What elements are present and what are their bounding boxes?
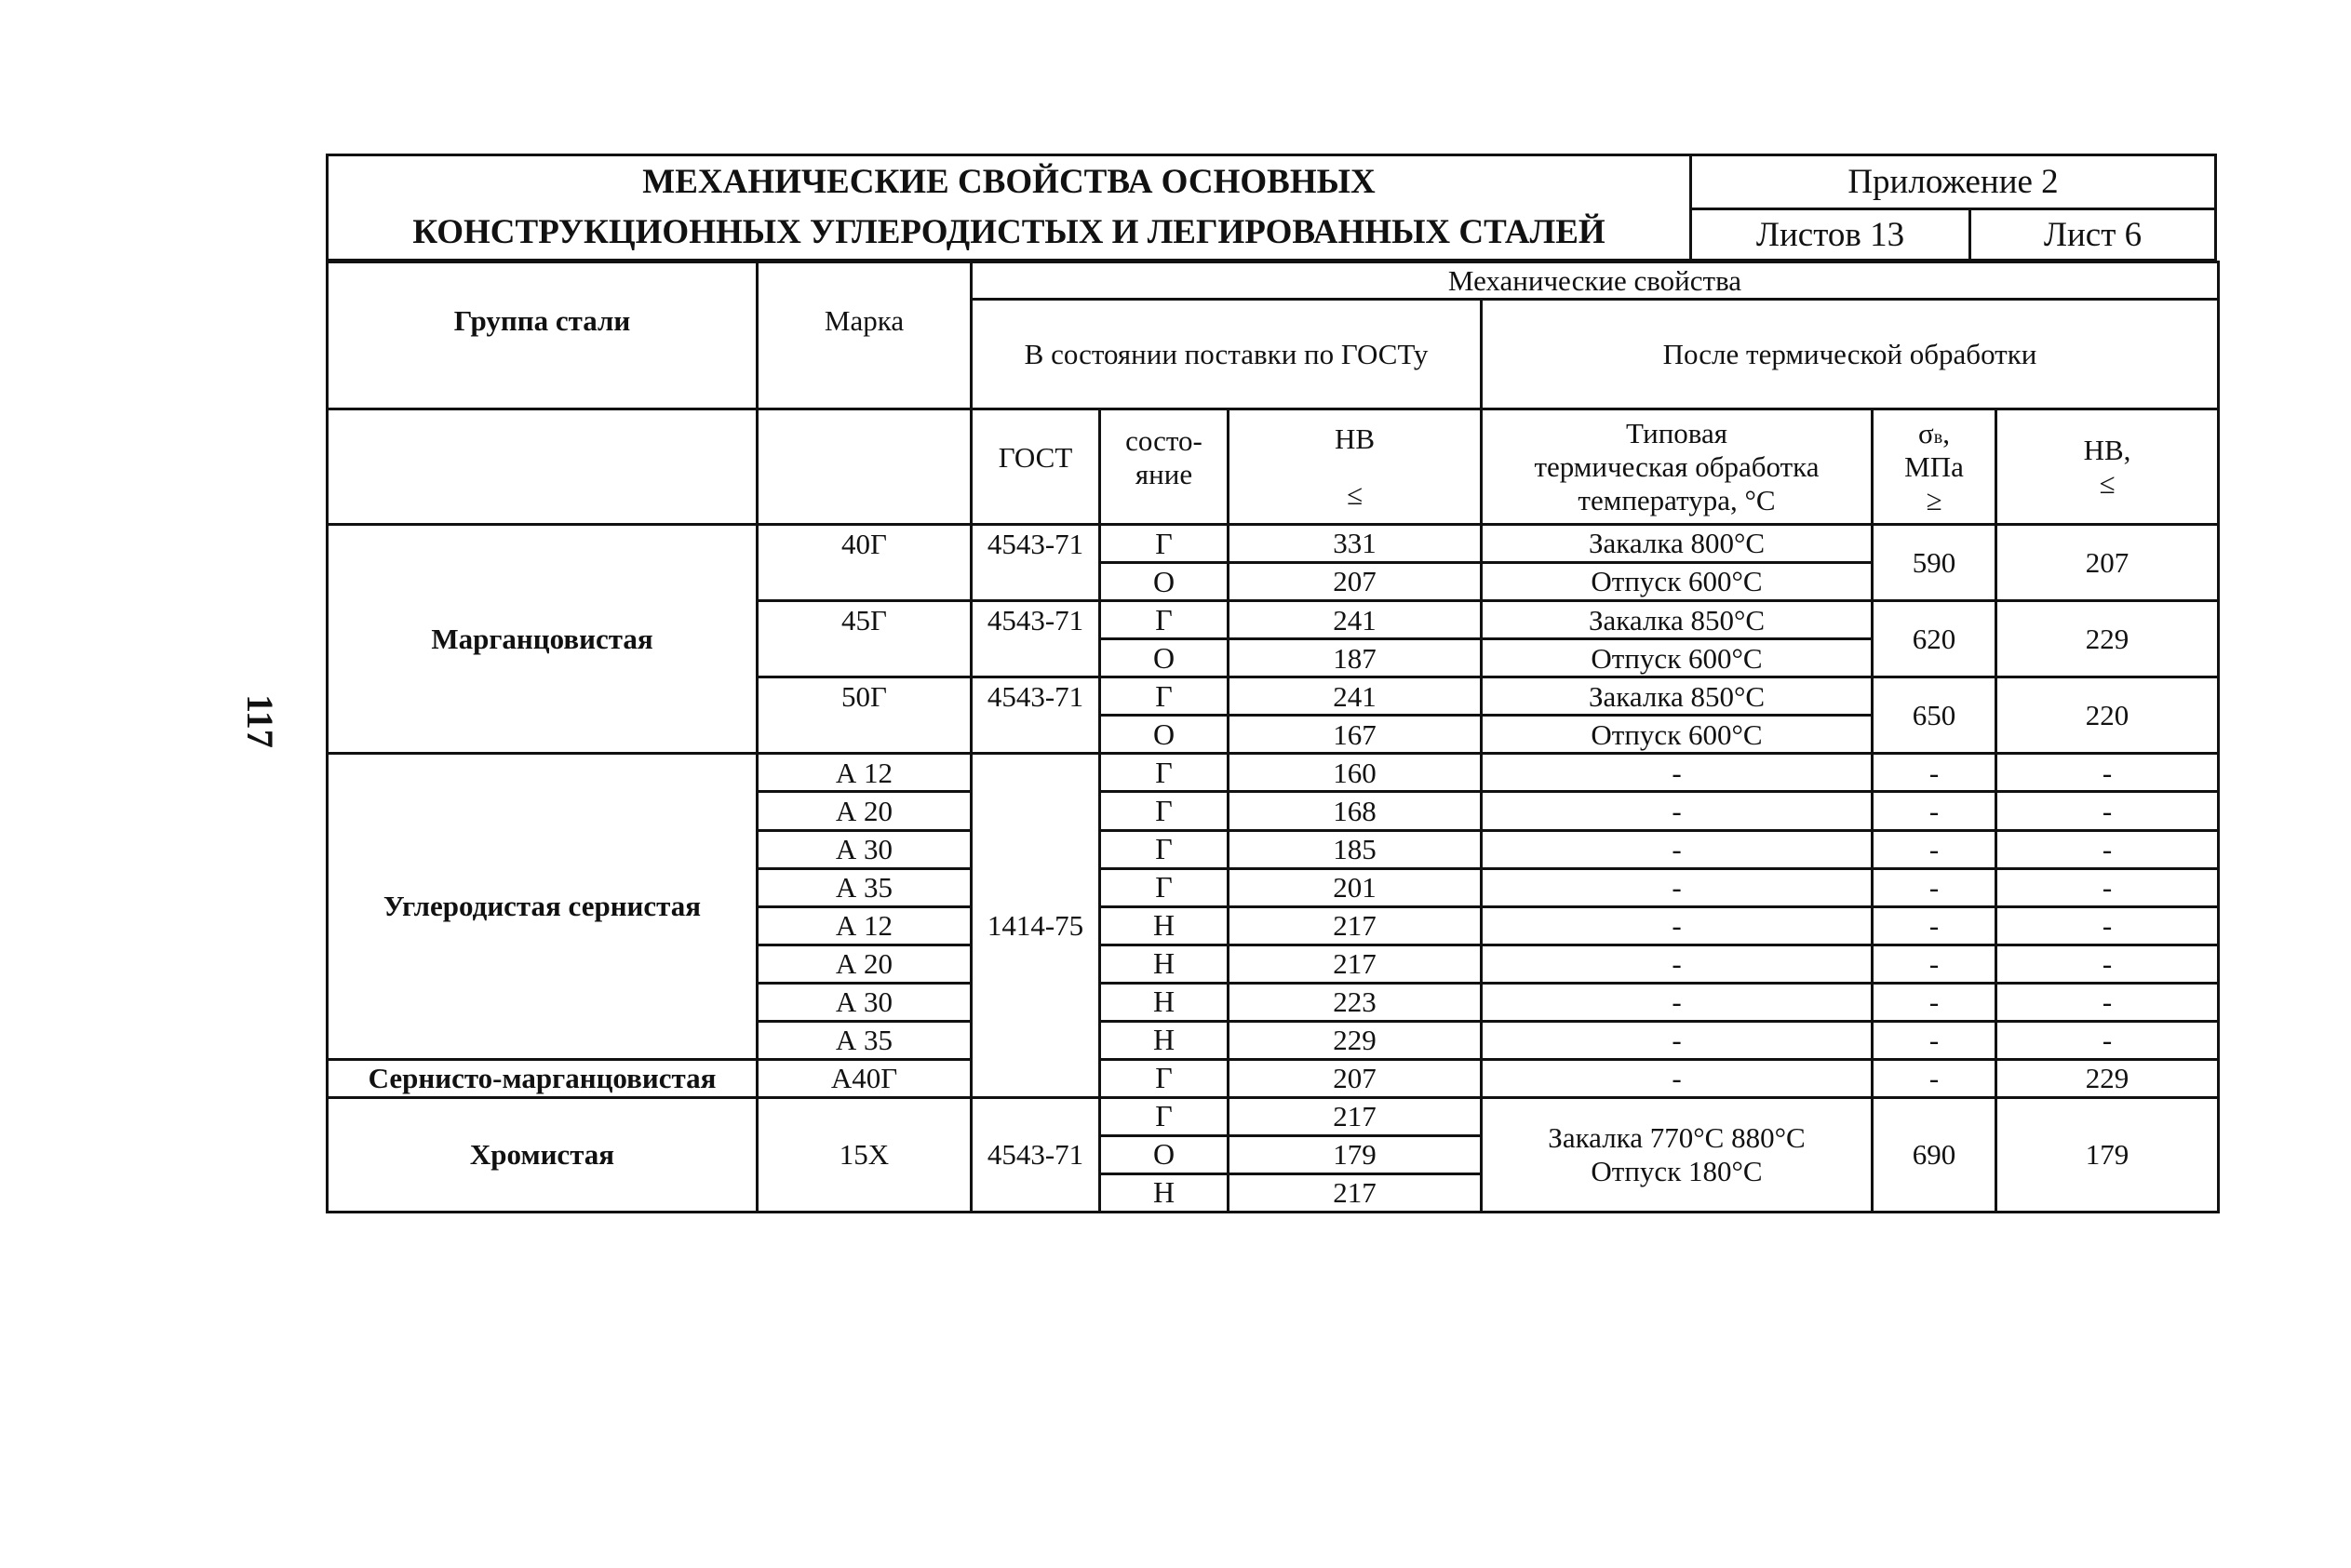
hb-cell: 187 [1229, 639, 1482, 677]
group-carbon-sulfur: Углеродистая сернистая [328, 754, 758, 1059]
sheet-number: Лист 6 [2043, 215, 2143, 254]
state-cell: Н [1100, 983, 1229, 1021]
hb-cell: 167 [1229, 716, 1482, 754]
grade-cell: 40Г [758, 525, 972, 601]
treatment-cell: - [1482, 1059, 1873, 1097]
header-state-label: состо- яние [1125, 424, 1202, 490]
hb-cell: 207 [1229, 563, 1482, 601]
hb-after-cell: - [1996, 754, 2219, 792]
hb-cell: 217 [1229, 1097, 1482, 1135]
hb-cell: 168 [1229, 792, 1482, 830]
header-group: Группа стали [328, 262, 758, 409]
treatment-cell: - [1482, 830, 1873, 868]
header-state [1100, 409, 1229, 525]
group-sulfur-manganese: Сернисто-марганцовистая [328, 1059, 758, 1097]
gost-cell: 4543-71 [972, 601, 1100, 677]
grade-cell: 50Г [758, 677, 972, 754]
grade-cell: А 20 [758, 792, 972, 830]
title-line-1: МЕХАНИЧЕСКИЕ СВОЙСТВА ОСНОВНЫХ [642, 163, 1376, 201]
hb-after-cell: 229 [1996, 601, 2219, 677]
header-mechanical-properties: Механические свойства [972, 262, 2219, 300]
hb-cell: 185 [1229, 830, 1482, 868]
page-number: 117 [239, 694, 282, 748]
hb-after-cell: 229 [1996, 1059, 2219, 1097]
header-hb [1229, 409, 1482, 525]
state-cell: Г [1100, 1097, 1229, 1135]
treatment-cell: Закалка 850°С [1482, 601, 1873, 639]
treatment-cell: - [1482, 792, 1873, 830]
grade-cell: А 35 [758, 868, 972, 906]
treatment-cell: Отпуск 600°С [1482, 716, 1873, 754]
treatment-cell: - [1482, 868, 1873, 906]
treatment-cell: Закалка 850°С [1482, 677, 1873, 716]
sigma-cell: - [1873, 945, 1996, 983]
treatment-cell: - [1482, 983, 1873, 1021]
header-after-heat-treatment: После термической обработки [1482, 300, 2219, 409]
sigma-cell: 650 [1873, 677, 1996, 754]
hb-cell: 229 [1229, 1021, 1482, 1059]
sigma-cell: - [1873, 906, 1996, 945]
sigma-cell: - [1873, 1059, 1996, 1097]
gost-cell: 4543-71 [972, 677, 1100, 754]
hb-after-cell: - [1996, 830, 2219, 868]
header-empty-grade [758, 409, 972, 525]
grade-cell: А 12 [758, 754, 972, 792]
hb-after-cell: - [1996, 868, 2219, 906]
state-cell: О [1100, 716, 1229, 754]
treatment-cell: Отпуск 600°С [1482, 563, 1873, 601]
sigma-cell: - [1873, 868, 1996, 906]
grade-cell: А 35 [758, 1021, 972, 1059]
state-cell: Н [1100, 1021, 1229, 1059]
header-grade: Марка [758, 262, 972, 409]
header-hb-after: НВ, ≤ [1996, 409, 2219, 525]
group-manganese: Марганцовистая [328, 525, 758, 754]
grade-cell: А 30 [758, 830, 972, 868]
state-cell: Н [1100, 1173, 1229, 1212]
sigma-subscript: в [1933, 427, 1943, 449]
treatment-cell: Закалка 800°С [1482, 525, 1873, 563]
header-typical-treatment: Типовая термическая обработка температура, °С [1482, 409, 1873, 525]
state-cell: Г [1100, 1059, 1229, 1097]
group-chromium: Хромистая [328, 1097, 758, 1212]
hb-cell: 160 [1229, 754, 1482, 792]
header-gost [972, 409, 1100, 525]
sigma-cell: - [1873, 792, 1996, 830]
hb-after-cell: - [1996, 945, 2219, 983]
state-cell: Г [1100, 830, 1229, 868]
treatment-cell: - [1482, 945, 1873, 983]
hb-cell: 241 [1229, 601, 1482, 639]
treatment-cell: - [1482, 754, 1873, 792]
hb-after-cell: - [1996, 792, 2219, 830]
sigma-cell: - [1873, 830, 1996, 868]
state-cell: Г [1100, 792, 1229, 830]
hb-cell: 223 [1229, 983, 1482, 1021]
state-cell: О [1100, 639, 1229, 677]
sigma-cell: 620 [1873, 601, 1996, 677]
hb-cell: 217 [1229, 945, 1482, 983]
header-hb-label: НВ [1334, 422, 1376, 456]
sigma-cell: - [1873, 1021, 1996, 1059]
mechanical-properties-table [326, 261, 2220, 1213]
hb-cell: 331 [1229, 525, 1482, 563]
state-cell: Г [1100, 525, 1229, 563]
header-hb-le: ≤ [1346, 477, 1363, 511]
title-stamp [1692, 156, 2214, 259]
hb-after-cell: 220 [1996, 677, 2219, 754]
sigma-cell: - [1873, 983, 1996, 1021]
grade-cell: 45Г [758, 601, 972, 677]
hb-cell: 217 [1229, 1173, 1482, 1212]
grade-cell: А 30 [758, 983, 972, 1021]
hb-cell: 241 [1229, 677, 1482, 716]
grade-cell: А 12 [758, 906, 972, 945]
state-cell: Г [1100, 868, 1229, 906]
header-gost-label: ГОСТ [998, 440, 1073, 474]
hb-after-cell: - [1996, 1021, 2219, 1059]
title-block [326, 154, 2217, 261]
grade-cell: А 20 [758, 945, 972, 983]
hb-after-cell: 207 [1996, 525, 2219, 601]
hb-cell: 179 [1229, 1135, 1482, 1173]
grade-cell: 15Х [758, 1097, 972, 1212]
gost-cell: 1414-75 [972, 754, 1100, 1097]
sigma-cell: - [1873, 754, 1996, 792]
state-cell: О [1100, 563, 1229, 601]
hb-cell: 217 [1229, 906, 1482, 945]
sigma-cell: 690 [1873, 1097, 1996, 1212]
sigma-cell: 590 [1873, 525, 1996, 601]
state-cell: Г [1100, 754, 1229, 792]
gost-cell: 4543-71 [972, 525, 1100, 601]
sheets-total: Листов 13 [1692, 210, 1971, 259]
header-sigma [1873, 409, 1996, 525]
header-empty-group [328, 409, 758, 525]
hb-after-cell: - [1996, 906, 2219, 945]
grade-cell: А40Г [758, 1059, 972, 1097]
hb-after-cell: 179 [1996, 1097, 2219, 1212]
state-cell: Н [1100, 945, 1229, 983]
state-cell: Г [1100, 601, 1229, 639]
hb-cell: 207 [1229, 1059, 1482, 1097]
sigma-units: , МПа ≥ [1904, 417, 1964, 516]
state-cell: Г [1100, 677, 1229, 716]
treatment-cell: - [1482, 906, 1873, 945]
treatment-cell: Отпуск 600°С [1482, 639, 1873, 677]
treatment-cell: Закалка 770°С 880°С Отпуск 180°С [1482, 1097, 1873, 1212]
state-cell: Н [1100, 906, 1229, 945]
hb-after-cell: - [1996, 983, 2219, 1021]
header-as-delivered: В состоянии поставки по ГОСТу [972, 300, 1482, 409]
document-title [329, 156, 1692, 259]
gost-cell: 4543-71 [972, 1097, 1100, 1212]
title-line-2: КОНСТРУКЦИОННЫХ УГЛЕРОДИСТЫХ И ЛЕГИРОВАННЫХ СТАЛЕЙ [412, 213, 1605, 251]
sheet-info [1692, 210, 2214, 259]
hb-cell: 201 [1229, 868, 1482, 906]
treatment-cell: - [1482, 1021, 1873, 1059]
state-cell: О [1100, 1135, 1229, 1173]
appendix-label: Приложение 2 [1692, 156, 2214, 210]
sigma-symbol: σ [1918, 417, 1934, 450]
